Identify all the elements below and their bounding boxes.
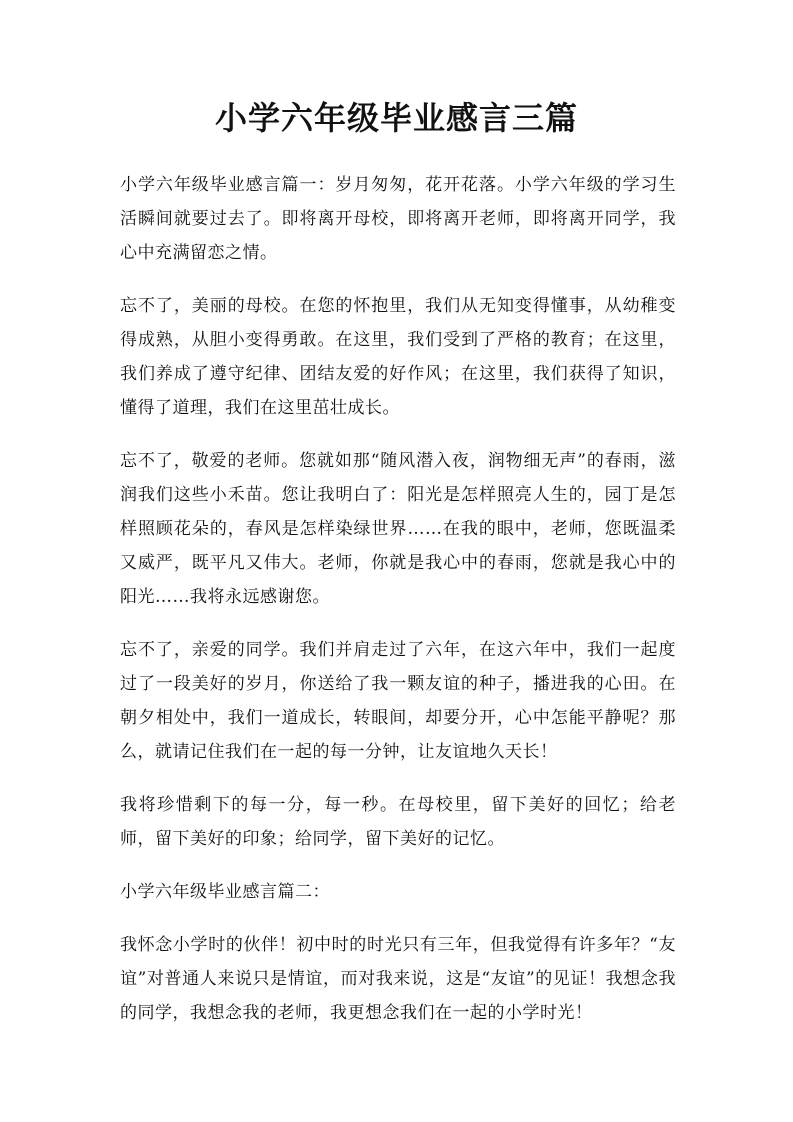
paragraph-5: 我将珍惜剩下的每一分，每一秒。在母校里，留下美好的回忆；给老师，留下美好的印象；给同学，留下美好的记忆。 (120, 795, 676, 849)
paragraph-4: 忘不了，亲爱的同学。我们并肩走过了六年，在这六年中，我们一起度过了一段美好的岁月，你送给了我一颗友谊的种子，播进我的心田。在朝夕相处中，我们一道成长，转眼间，却要分开，心中怎能平静呢？那么，就请记住我们在一起的每一分钟，让友谊地久天长！ (120, 640, 676, 762)
document-body (120, 168, 676, 1049)
paragraph-6: 我怀念小学时的伙伴！初中时的时光只有三年，但我觉得有许多年？“友谊”对普通人来说只是情谊，而对我来说，这是“友谊”的见证！我想念我的同学，我想念我的老师，我更想念我们在一起的小学时光！ (120, 935, 676, 1023)
paragraph-2: 忘不了，美丽的母校。在您的怀抱里，我们从无知变得懂事，从幼稚变得成熟，从胆小变得勇敢。在这里，我们受到了严格的教育；在这里，我们养成了遵守纪律、团结友爱的好作风；在这里，我们获得了知识，懂得了道理，我们在这里茁壮成长。 (120, 296, 676, 418)
paragraph-3: 忘不了，敬爱的老师。您就如那“随风潜入夜，润物细无声”的春雨，滋润我们这些小禾苗。您让我明白了：阳光是怎样照亮人生的，园丁是怎样照顾花朵的，春风是怎样染绿世界……在我的眼中，老师，您既温柔又威严，既平凡又伟大。老师，你就是我心中的春雨，您就是我心中的阳光……我将永远感谢您。 (120, 451, 676, 607)
paragraph-1: 小学六年级毕业感言篇一：岁月匆匆，花开花落。小学六年级的学习生活瞬间就要过去了。即将离开母校，即将离开老师，即将离开同学，我心中充满留恋之情。 (120, 175, 676, 263)
page-title: 小学六年级毕业感言三篇 (214, 99, 578, 137)
section-heading-2: 小学六年级毕业感言篇二： (120, 882, 330, 902)
